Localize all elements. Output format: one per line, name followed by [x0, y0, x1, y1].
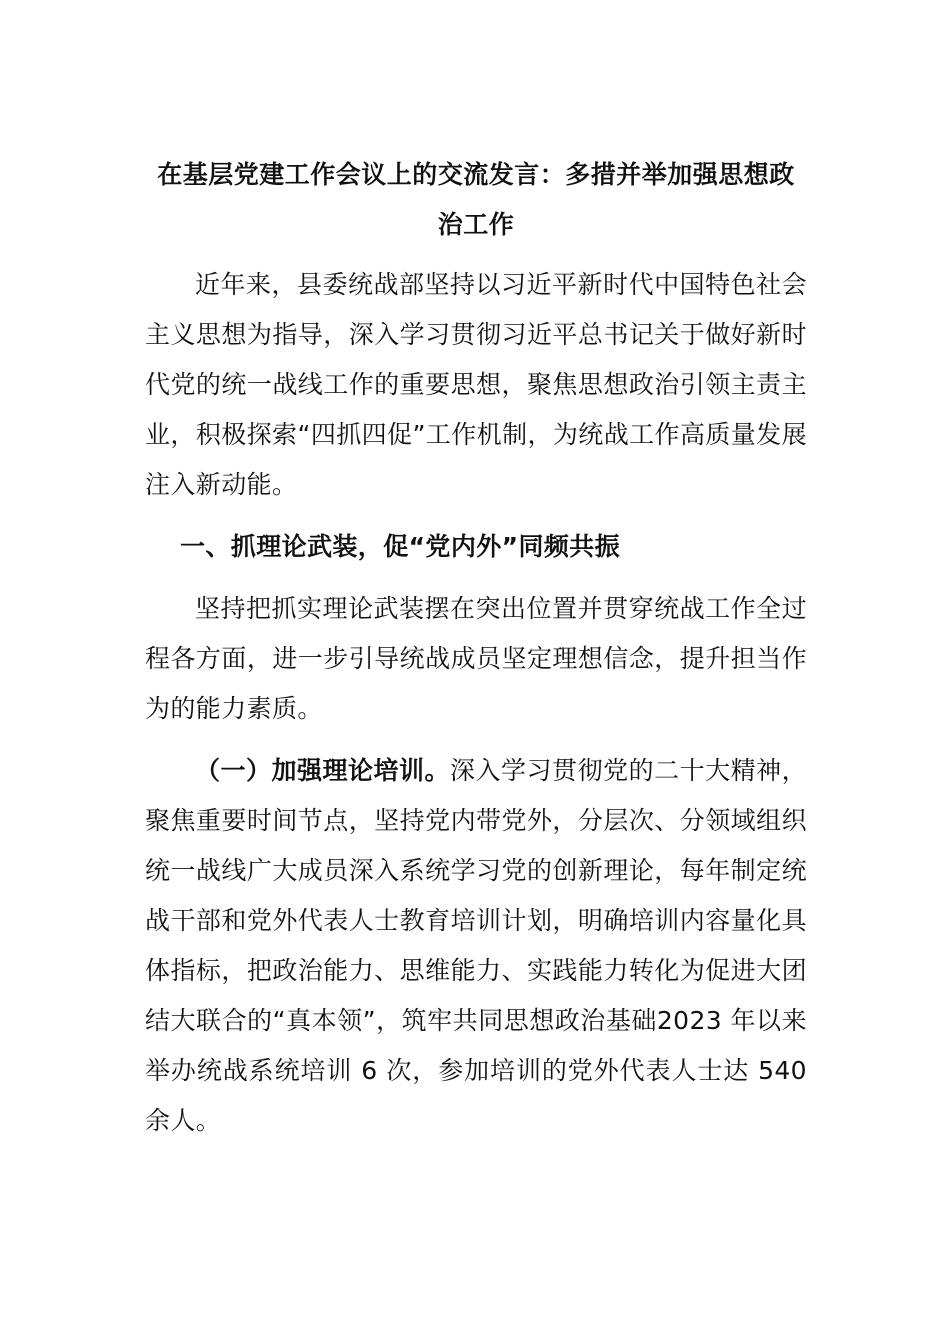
section-1-paragraph: 坚持把抓实理论武装摆在突出位置并贯穿统战工作全过程各方面，进一步引导统战成员坚定理想信念，提升担当作为的能力素质。	[145, 594, 807, 723]
document-body	[145, 150, 807, 1146]
subsection-1-body: 深入学习贯彻党的二十大精神，聚焦重要时间节点，坚持党内带党外，分层次、分领域组织统一战线广大成员深入系统学习党的创新理论，每年制定统战干部和党外代表人士教育培训计划，明确培训内容量化具体指标，把政治能力、思维能力、实践能力转化为促进大团结大联合的“真本领”，筑牢共同思想政治基础2023 年以来举办统战系统培训 6 次，参加培训的党外代表人士达 540 余人。	[145, 756, 807, 1135]
subsection-1-paragraph	[145, 746, 807, 1146]
intro-paragraph: 近年来，县委统战部坚持以习近平新时代中国特色社会主义思想为指导，深入学习贯彻习近平总书记关于做好新时代党的统一战线工作的重要思想，聚焦思想政治引领主责主业，积极探索“四抓四促”工作机制，为统战工作高质量发展注入新动能。	[145, 270, 807, 499]
subsection-1-lead: （一）加强理论培训。	[195, 756, 451, 785]
section-heading-1: 一、抓理论武装，促“党内外”同频共振	[180, 532, 621, 561]
document-title: 在基层党建工作会议上的交流发言：多措并举加强思想政治工作	[157, 160, 795, 239]
